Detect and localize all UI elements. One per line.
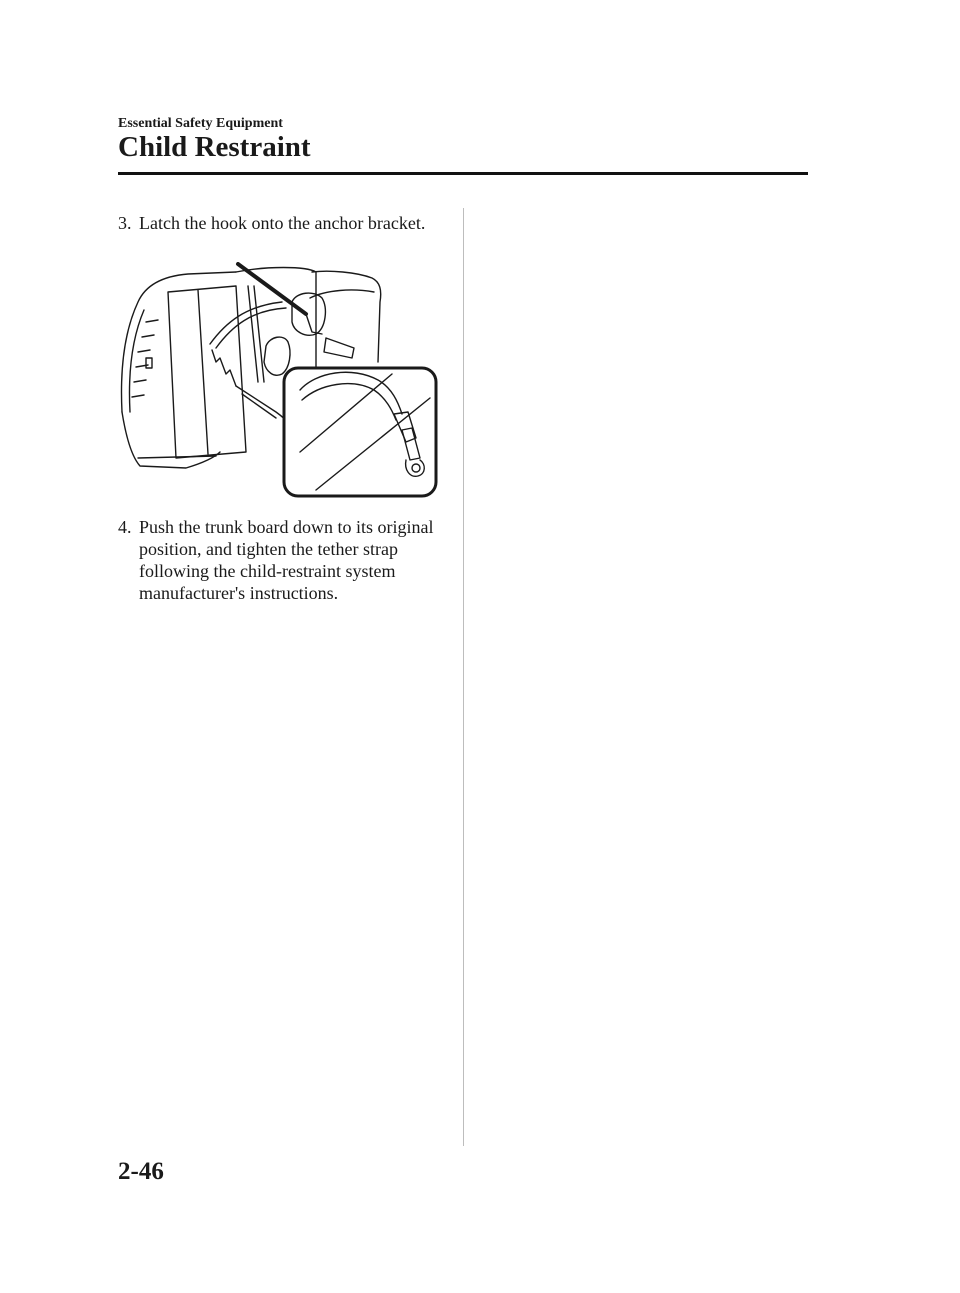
- step-text: Latch the hook onto the anchor bracket.: [139, 213, 426, 233]
- column-divider: [463, 208, 464, 1146]
- step-4: [118, 516, 463, 604]
- step-text: Push the trunk board down to its original position, and tighten the tether strap following the child-restraint system manufacturer's instructions.: [139, 517, 434, 603]
- step-number: 3.: [118, 213, 132, 233]
- step-3: [118, 212, 463, 234]
- section-label: Essential Safety Equipment: [118, 116, 283, 131]
- title-rule: [118, 172, 808, 175]
- step-number: 4.: [118, 517, 132, 537]
- anchor-hook-illustration: [116, 262, 441, 502]
- page-number: 2-46: [118, 1158, 164, 1185]
- page-title: Child Restraint: [118, 131, 311, 163]
